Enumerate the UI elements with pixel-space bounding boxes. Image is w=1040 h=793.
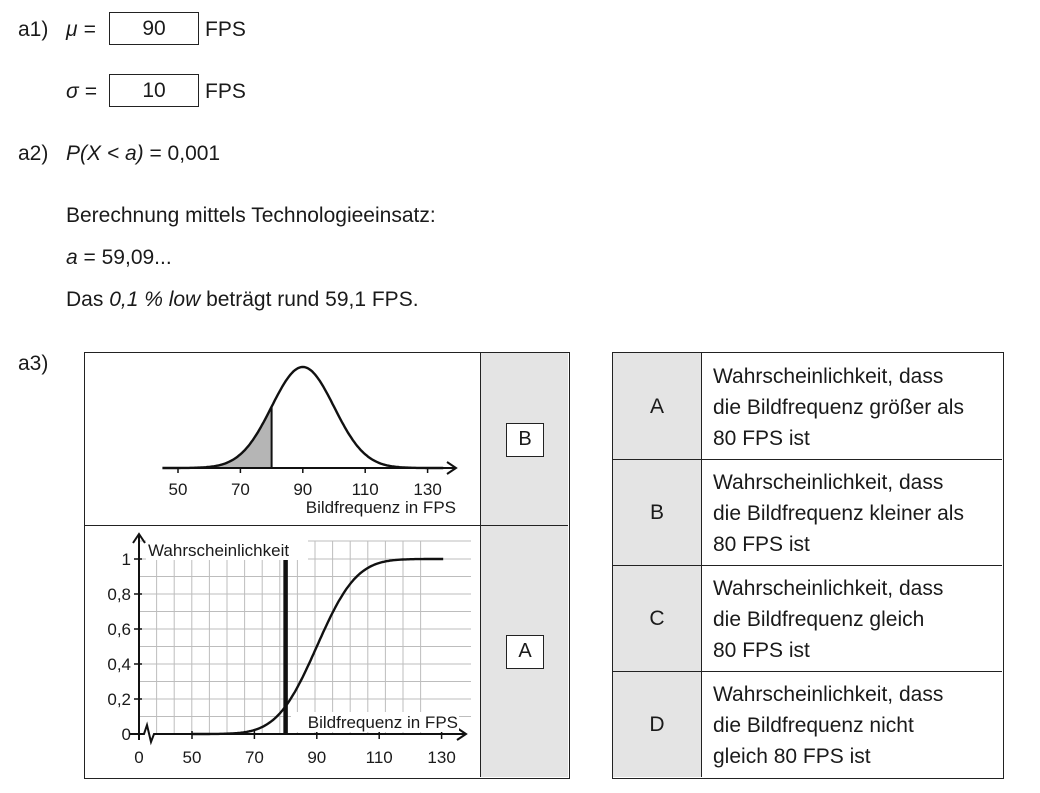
sigma-symbol: σ = — [66, 80, 97, 103]
option-letter-b: B — [649, 501, 664, 524]
density-curve — [162, 367, 443, 468]
a-value: = 59,09... — [77, 246, 172, 269]
cdf-x-label: Bildfrequenz in FPS — [307, 713, 458, 732]
a1-label: a1) — [18, 18, 49, 41]
cdf-ytick-label-0: 0 — [121, 725, 131, 744]
result-pre: Das — [66, 288, 110, 311]
option-b-line2: die Bildfrequenz kleiner als — [713, 502, 964, 525]
a3-label: a3) — [18, 352, 49, 375]
option-a-line2: die Bildfrequenz größer als — [713, 396, 964, 419]
density-tick-label-130: 130 — [413, 480, 442, 499]
sigma-unit: FPS — [205, 80, 246, 103]
option-b-line1: Wahrscheinlichkeit, dass — [713, 471, 944, 494]
a2-label: a2) — [18, 142, 49, 165]
cdf-ytick-label-3: 0,6 — [107, 620, 131, 639]
row-divider — [85, 525, 568, 526]
sigma-value-box: 10 — [109, 74, 199, 107]
cdf-ytick-label-2: 0,4 — [107, 655, 131, 674]
option-d-line2: die Bildfrequenz nicht — [713, 714, 914, 737]
option-a-line3: 80 FPS ist — [713, 427, 810, 450]
mu-symbol: μ = — [66, 18, 96, 41]
option-b-line3: 80 FPS ist — [713, 533, 810, 556]
row-divider-2 — [613, 565, 1002, 566]
answer-column — [480, 353, 568, 777]
cdf-xtick-label-110: 110 — [365, 748, 393, 767]
row-divider-1 — [613, 459, 1002, 460]
density-tick-label-110: 110 — [351, 480, 379, 499]
mu-unit: FPS — [205, 18, 246, 41]
option-c-line1: Wahrscheinlichkeit, dass — [713, 577, 944, 600]
probability-equation — [66, 142, 220, 166]
probability-value: = 0,001 — [143, 142, 221, 165]
cdf-xtick-label-70: 70 — [244, 748, 264, 767]
cdf-chart — [86, 527, 479, 777]
bottom-answer-box: A — [506, 635, 544, 669]
option-d-line1: Wahrscheinlichkeit, dass — [713, 683, 944, 706]
row-divider-3 — [613, 671, 1002, 672]
option-letter-d: D — [649, 713, 665, 736]
cdf-ytick-label-1: 0,2 — [107, 690, 131, 709]
density-tick-label-90: 90 — [293, 480, 313, 499]
result-sentence — [66, 288, 419, 312]
a-variable: a — [66, 246, 78, 269]
option-c-line2: die Bildfrequenz gleich — [713, 608, 925, 631]
result-post: beträgt rund 59,1 FPS. — [200, 288, 419, 311]
options-table — [612, 352, 1004, 779]
cdf-xtick-label-90: 90 — [307, 748, 327, 767]
density-chart — [86, 354, 479, 522]
cdf-ytick-label-4: 0,8 — [107, 585, 131, 604]
density-tick-label-70: 70 — [230, 480, 250, 499]
option-c-line3: 80 FPS ist — [713, 639, 810, 662]
calc-note: Berechnung mittels Technologieeinsatz: — [66, 204, 436, 227]
density-x-label: Bildfrequenz in FPS — [305, 498, 456, 517]
option-letter-a: A — [649, 395, 664, 418]
option-letter-c: C — [649, 607, 665, 630]
cdf-ytick-label-5: 1 — [121, 550, 131, 569]
cdf-y-label: Wahrscheinlichkeit — [148, 541, 290, 560]
mu-value-box: 90 — [109, 12, 199, 45]
option-d-line3: gleich 80 FPS ist — [713, 745, 871, 768]
a-result — [66, 246, 172, 270]
result-italic: 0,1 % low — [109, 288, 201, 311]
cdf-xtick-label-130: 130 — [427, 748, 456, 767]
cdf-xtick-label-50: 50 — [182, 748, 202, 767]
density-tick-label-50: 50 — [168, 480, 188, 499]
top-answer-box: B — [506, 423, 544, 457]
probability-expression: P(X < a) — [66, 142, 144, 165]
cdf-xtick-label-0: 0 — [134, 748, 144, 767]
option-a-line1: Wahrscheinlichkeit, dass — [713, 365, 944, 388]
